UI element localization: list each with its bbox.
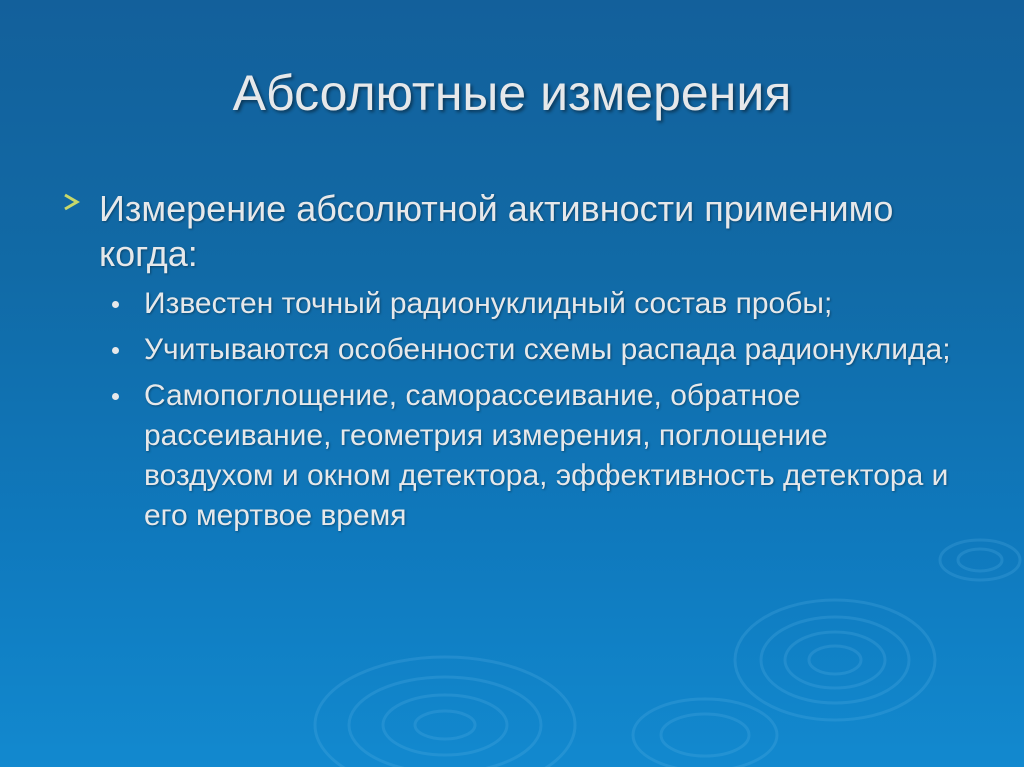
bullet-level1 bbox=[62, 186, 962, 276]
list-item-text: Известен точный радионуклидный состав пробы; bbox=[144, 287, 833, 320]
list-item bbox=[62, 284, 962, 324]
bullet-level1-text: Измерение абсолютной активности применимо когда: bbox=[99, 188, 894, 274]
dot-bullet-icon bbox=[112, 301, 119, 308]
list-item-text: Самопоглощение, саморассеивание, обратное рассеивание, геометрия измерения, поглощение воздухом и окном детектора, эффективность детектора и его мертвое время bbox=[144, 379, 949, 532]
slide-content bbox=[62, 186, 962, 542]
sub-bullet-list bbox=[62, 284, 962, 536]
dot-bullet-icon bbox=[112, 393, 119, 400]
list-item bbox=[62, 376, 962, 536]
list-item bbox=[62, 330, 962, 370]
slide-title: Абсолютные измерения bbox=[232, 65, 792, 121]
dot-bullet-icon bbox=[112, 347, 119, 354]
arrow-bullet-icon bbox=[62, 192, 82, 212]
list-item-text: Учитываются особенности схемы распада радионуклида; bbox=[144, 333, 951, 366]
